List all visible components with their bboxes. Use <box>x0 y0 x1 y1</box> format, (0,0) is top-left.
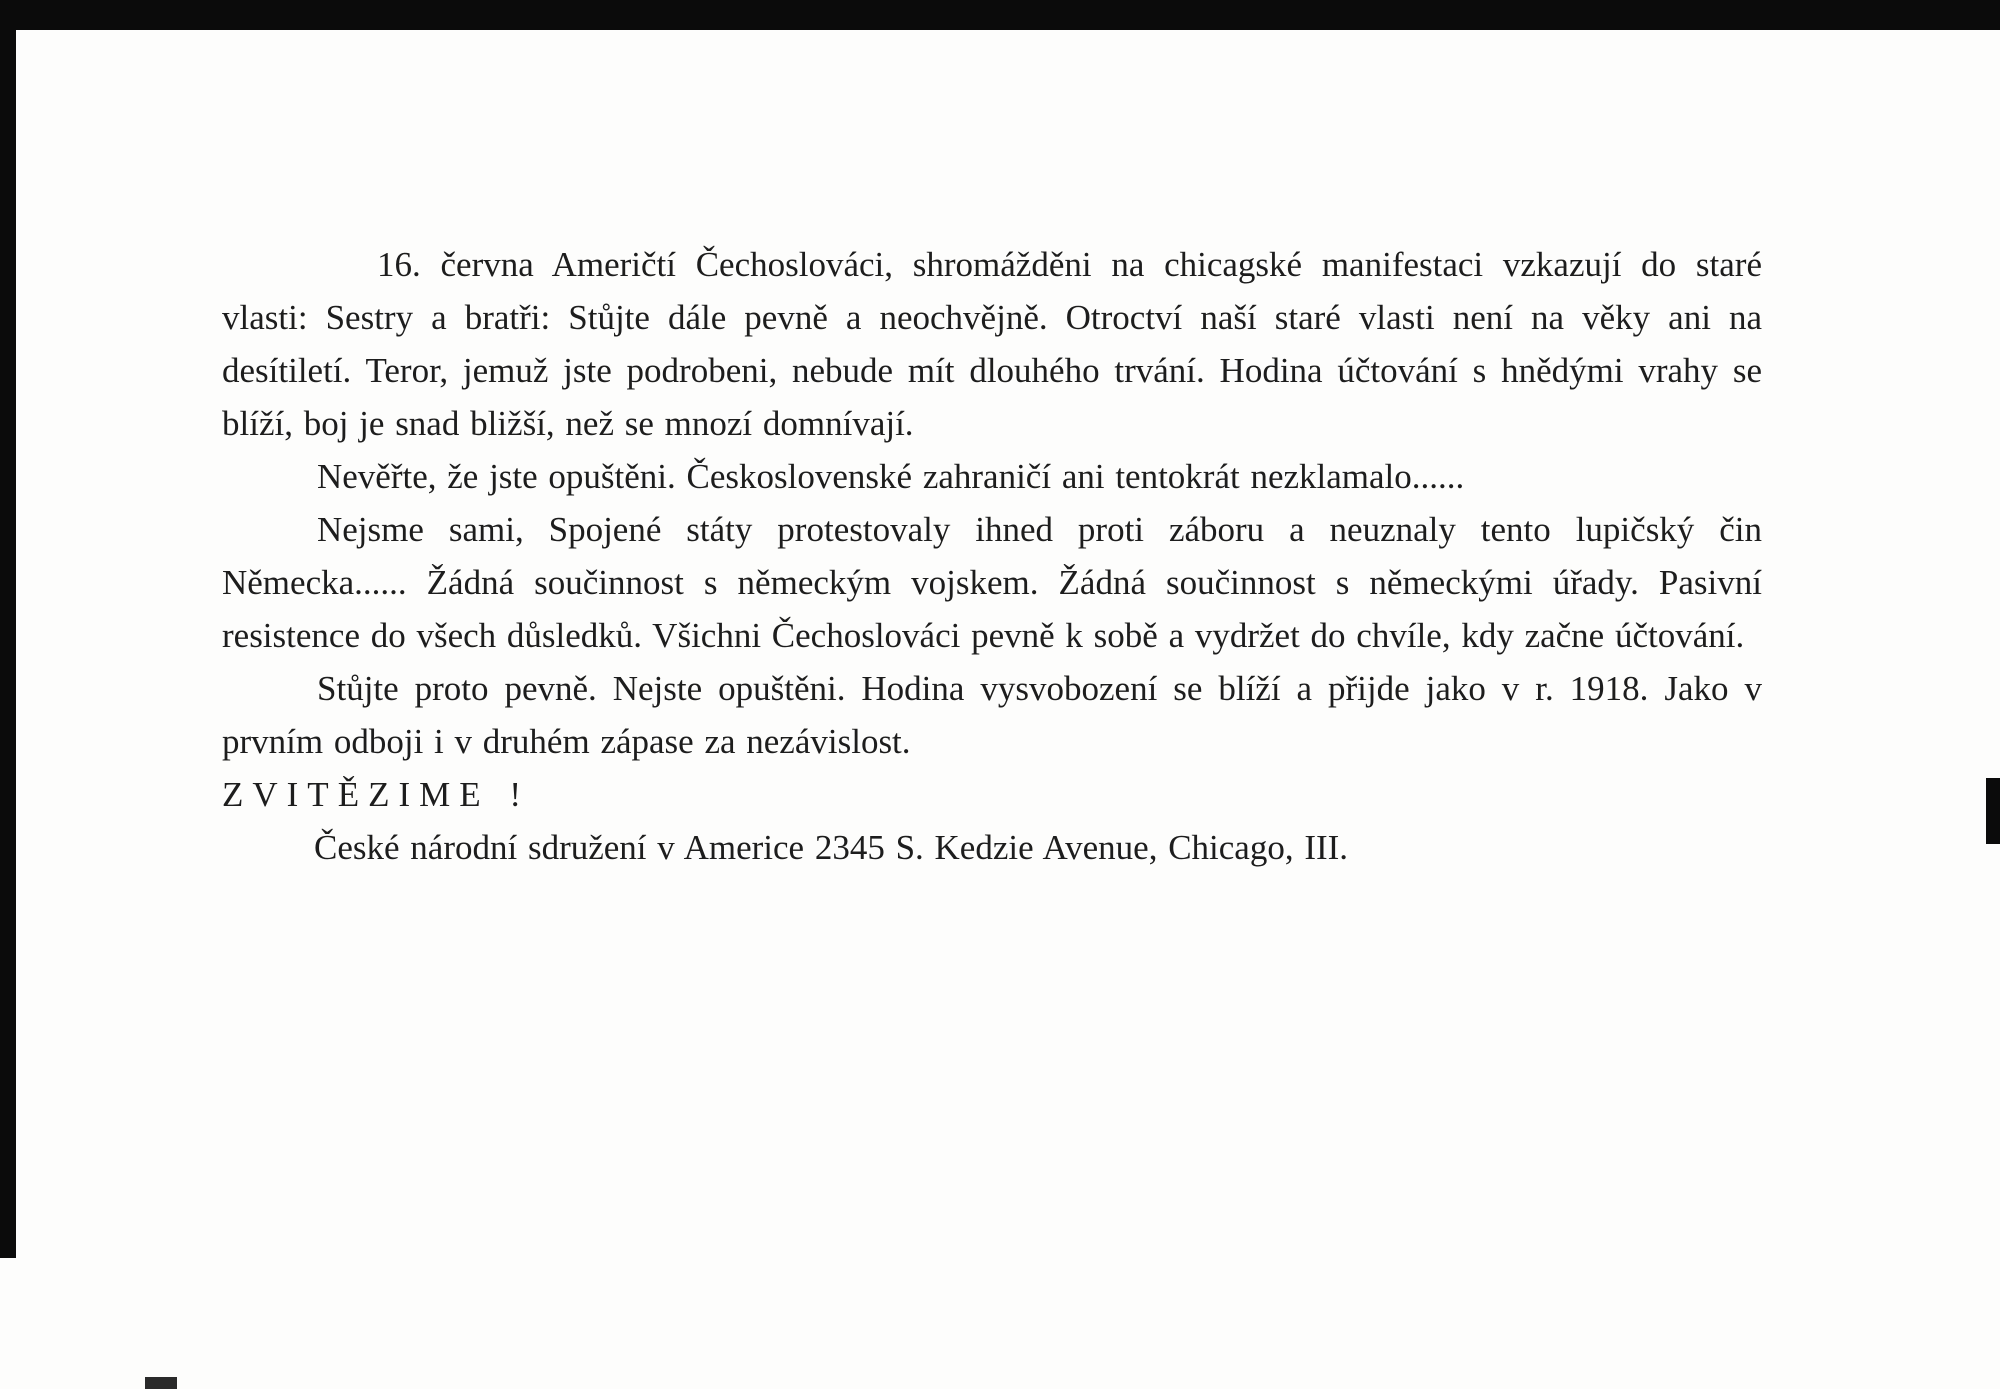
paragraph-nejsme-sami: Nejsme sami, Spojené státy protestovaly ihned proti záboru a neuznaly tento lupičský čin Německa...... Žádná součinnost s německým vojskem. Žádná součinnost s německými úřady. Pasivní resistence do všech důsledků. Všichni Čechoslováci pevně k sobě a vydržet do chvíle, kdy začne účtování. <box>222 510 1762 655</box>
signature-line: České národní sdružení v Americe 2345 S. Kedzie Avenue, Chicago, III. <box>314 828 1349 867</box>
slogan-zvitezime: ZVITĚZIME ! <box>222 775 531 814</box>
scan-edge-artifact-bottom-left <box>145 1377 177 1389</box>
document-body <box>222 238 1762 874</box>
scan-edge-artifact-right <box>1986 778 2000 844</box>
scan-edge-artifact-left <box>0 0 16 1258</box>
paragraph-stujte-pevne: Stůjte proto pevně. Nejste opuštěni. Hodina vysvobození se blíží a přijde jako v r. 1918. Jako v prvním odboji i v druhém zápase za nezávislost. <box>222 669 1762 761</box>
paragraph-neverte: Nevěřte, že jste opuštěni. Československé zahraničí ani tentokrát nezklamalo...... <box>317 457 1465 496</box>
scan-edge-artifact-top <box>0 0 2000 30</box>
paragraph-manifest-message: 16. června Američtí Čechoslováci, shromážděni na chicagské manifestaci vzkazují do staré vlasti: Sestry a bratři: Stůjte dále pevně a neochvějně. Otroctví naší staré vlasti není na věky ani na desítiletí. Teror, jemuž jste podrobeni, nebude mít dlouhého trvání. Hodina účtování s hnědými vrahy se blíží, boj je snad bližší, než se mnozí domnívají. <box>222 245 1762 443</box>
